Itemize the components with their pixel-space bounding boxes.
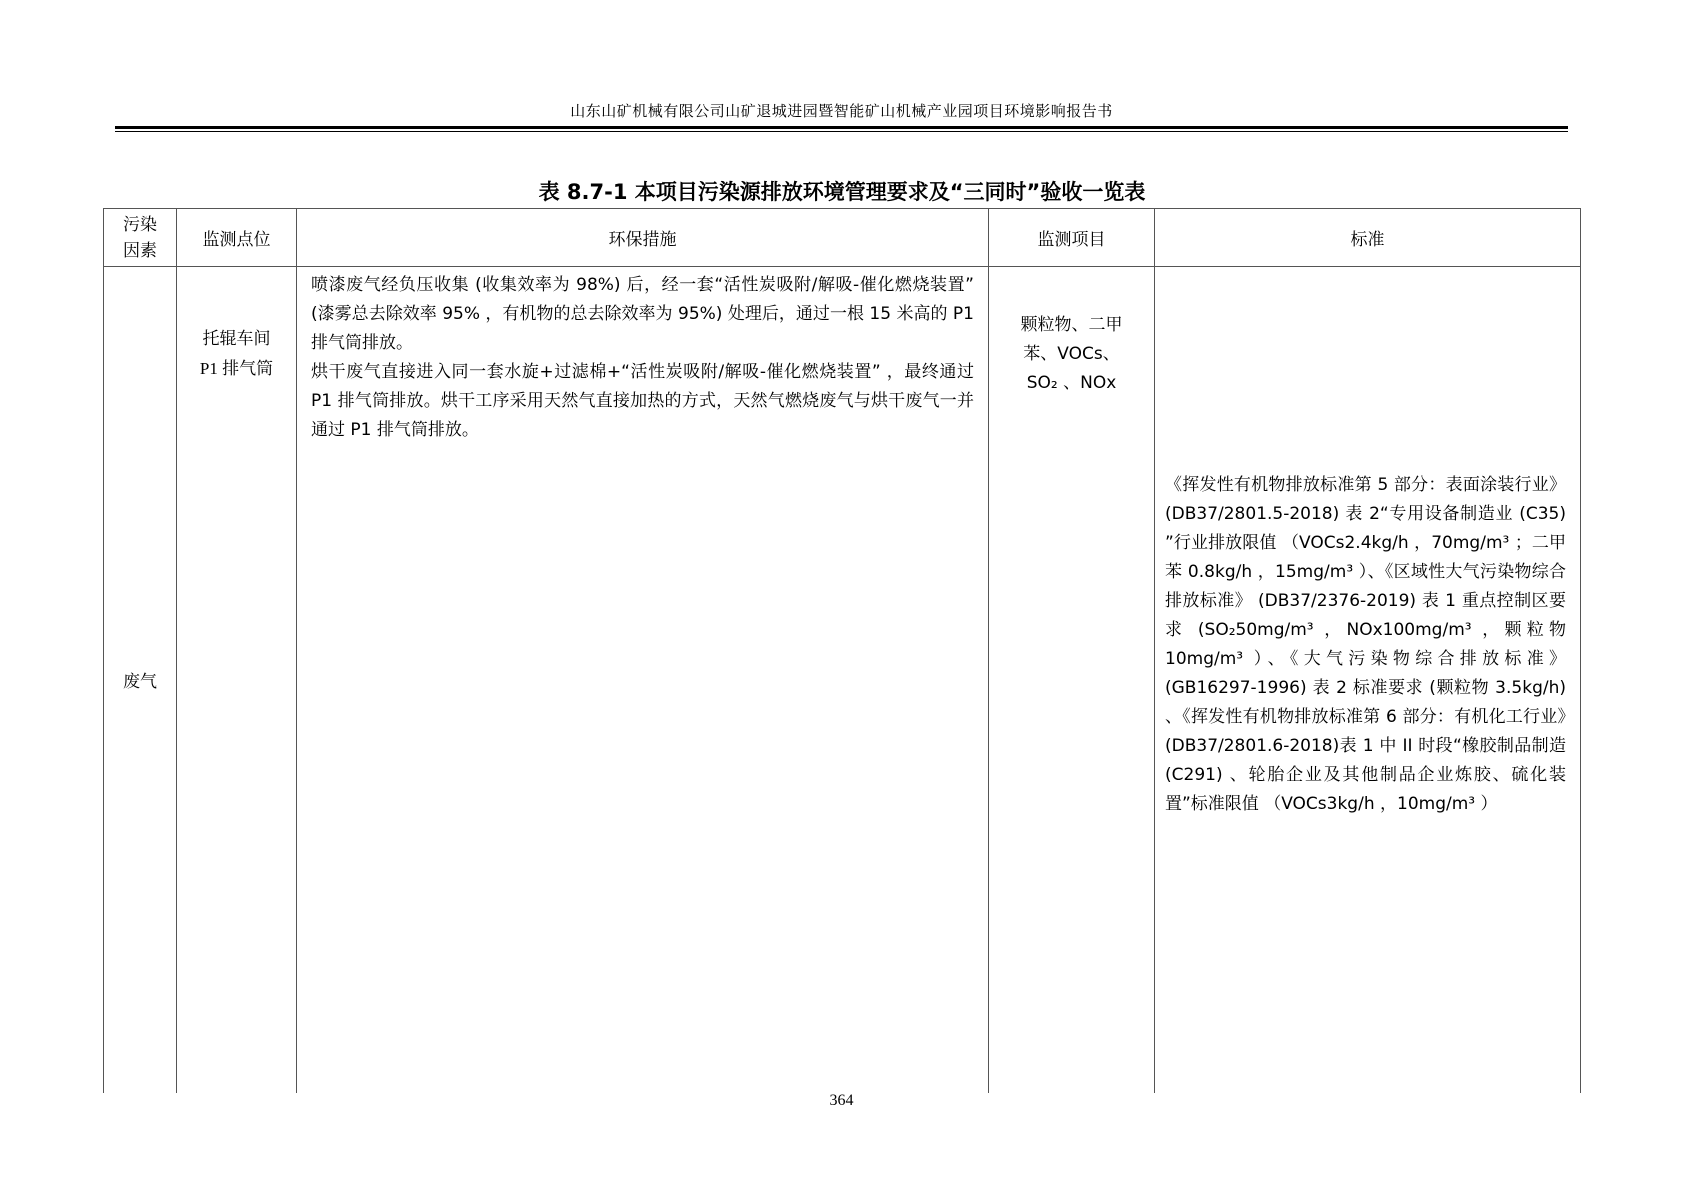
table-header-row: [104, 209, 1581, 267]
table-caption: 表 8.7-1 本项目污染源排放环境管理要求及“三同时”验收一览表: [538, 180, 1146, 204]
table-row: [104, 267, 1581, 1093]
header-title: 山东山矿机械有限公司山矿退城进园暨智能矿山机械产业园项目环境影响报告书: [570, 102, 1113, 120]
cell-measures: [297, 267, 989, 1093]
pollution-source-table: [103, 208, 1581, 1093]
cell-monitoring-items: 颗粒物、二甲 苯、VOCs、 SO₂ 、NOx: [989, 267, 1155, 1093]
column-header-standard: 标准: [1155, 209, 1581, 267]
page-number: 364: [829, 1092, 854, 1109]
cell-monitoring-point: 托辊车间 P1 排气筒: [177, 267, 297, 1093]
cell-standard: [1155, 267, 1581, 1093]
cell-factor: 废气: [104, 267, 177, 1093]
measures-paragraph-2: 烘干废气直接进入同一套水旋+过滤棉+“活性炭吸附/解吸-催化燃烧装置” ，最终通过 P1 排气筒排放。烘干工序采用天然气直接加热的方式，天然气燃烧废气与烘干废气一并通过 P1 排气筒排放。: [311, 362, 974, 440]
standard-text: 《挥发性有机物排放标准第 5 部分：表面涂装行业》 (DB37/2801.5-2018) 表 2“专用设备制造业 (C35) ”行业排放限值 （VOCs2.4kg/h ，70mg/m³ ；二甲苯 0.8kg/h ，15mg/m³ ）、《区域性大气污染物综合排放标准》 (DB37/2376-2019) 表 1 重点控制区要求 (SO₂50mg/m³ ，NOx100mg/m³ ，颗粒物 10mg/m³ ）、《大气污染物综合排放标准》 (GB16297-1996) 表 2 标准要求 (颗粒物 3.5kg/h) 、《挥发性有机物排放标准第 6 部分：有机化工行业》(DB37/2801.6-2018)表 1 中 II 时段“橡胶制品制造 (C291) 、轮胎企业及其他制品企业炼胶、硫化装置”标准限值 （VOCs3kg/h ，10mg/m³ ）: [1165, 474, 1566, 814]
column-header-point: 监测点位: [177, 209, 297, 267]
column-header-items: 监测项目: [989, 209, 1155, 267]
measures-paragraph-1: 喷漆废气经负压收集 (收集效率为 98%) 后，经一套“活性炭吸附/解吸-催化燃烧装置” (漆雾总去除效率 95% ，有机物的总去除效率为 95%) 处理后，通过一根 15 米高的 P1 排气筒排放。: [311, 275, 974, 353]
column-header-factor: 污染 因素: [104, 209, 177, 267]
header-rule-thin: [115, 131, 1568, 132]
column-header-measures: 环保措施: [297, 209, 989, 267]
header-rule-thick: [115, 126, 1568, 129]
